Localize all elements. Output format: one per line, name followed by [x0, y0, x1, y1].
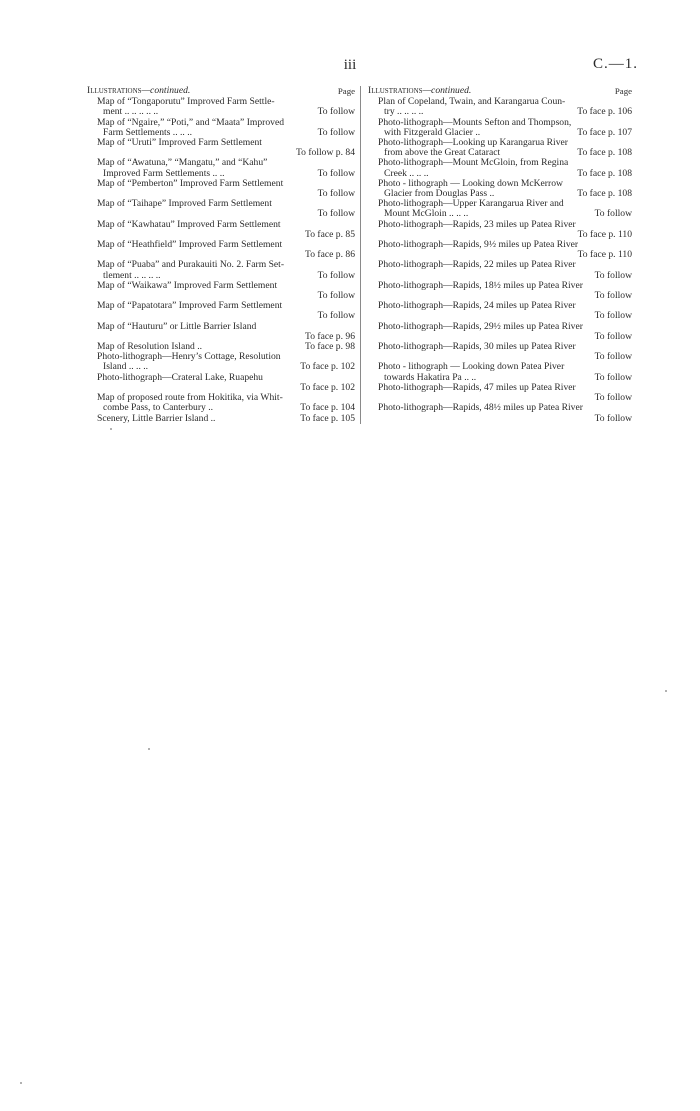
list-item: [368, 158, 632, 178]
page-reference: To face p. 86: [305, 249, 355, 261]
list-item: [368, 281, 632, 301]
list-item: [87, 414, 355, 424]
entry-line-text: Improved Farm Settlements .. ..: [103, 167, 225, 179]
entry-line: Map of “Awatuna,” “Mangatu,” and “Kahu”: [97, 157, 268, 169]
entry-line: Photo-lithograph—Rapids, 18½ miles up Patea River: [378, 279, 583, 291]
page-reference: To follow: [317, 106, 355, 118]
right-entry-list: [368, 97, 632, 424]
entry-line: Photo-lithograph—Rapids, 30 miles up Patea River: [378, 341, 576, 353]
list-item: [87, 220, 355, 240]
page-column-label: Page: [337, 86, 355, 96]
page-reference: To face p. 110: [577, 249, 632, 261]
page-reference: To face p. 108: [577, 167, 632, 179]
page-reference: To face p. 96: [305, 330, 355, 342]
entry-line-text: try .. .. .. ..: [384, 106, 424, 118]
page-reference: To face p. 102: [300, 381, 355, 393]
scan-speck: [148, 748, 150, 750]
page-reference: To face p. 108: [577, 188, 632, 200]
entry-line: Map of proposed route from Hokitika, via Whit-: [97, 392, 283, 404]
entry-line: Photo-lithograph—Mounts Sefton and Thompson,: [378, 116, 572, 128]
list-item: [87, 322, 355, 342]
heading-title: Illustrations: [87, 85, 142, 96]
heading-title: Illustrations: [368, 85, 423, 96]
list-item: [87, 138, 355, 158]
page-reference: To face p. 85: [305, 228, 355, 240]
list-item: [87, 301, 355, 321]
entry-line: Map of “Tongaporutu” Improved Farm Settle-: [97, 96, 275, 108]
entry-line: Photo - lithograph — Looking down Patea Piver: [378, 361, 565, 373]
page-reference: To face p. 105: [300, 412, 355, 424]
entry-line-text: ment .. .. .. .. ..: [103, 106, 159, 118]
page-reference: To face p. 106: [577, 106, 632, 118]
entry-line-text: Scenery, Little Barrier Island ..: [97, 412, 216, 424]
column-divider: [360, 86, 361, 424]
series-code: C.—1.: [592, 56, 638, 72]
page-reference: To face p. 108: [577, 147, 632, 159]
entry-line: Map of “Pemberton” Improved Farm Settlement: [97, 177, 284, 189]
list-item: [368, 138, 632, 158]
list-item: [368, 403, 632, 423]
list-item: [87, 240, 355, 260]
scan-speck: [20, 1082, 22, 1084]
entry-line: Photo - lithograph — Looking down McKerrow: [378, 177, 563, 189]
list-item: [368, 362, 632, 382]
entry-line: [87, 414, 355, 424]
entry-line-text: towards Hakatira Pa .. ..: [384, 371, 477, 383]
list-item: [368, 179, 632, 199]
right-column: [368, 86, 632, 424]
entry-line: Photo-lithograph—Looking up Karangarua River: [378, 137, 568, 149]
list-item: [87, 281, 355, 301]
entry-line: Photo-lithograph—Rapids, 47 miles up Patea River: [378, 381, 576, 393]
page-reference: To follow: [594, 310, 632, 322]
list-item: [368, 260, 632, 280]
entry-line-text: Creek .. .. ..: [384, 167, 429, 179]
page-reference: To follow: [317, 310, 355, 322]
page-reference: To follow: [317, 269, 355, 281]
entry-line: Map of “Heathfield” Improved Farm Settlement: [97, 239, 283, 251]
entry-line: Map of “Puaba” and Purakauiti No. 2. Farm Set-: [97, 259, 285, 271]
entry-line: Map of “Papatotara” Improved Farm Settlement: [97, 300, 283, 312]
list-item: [87, 199, 355, 219]
entry-line: Photo-lithograph—Mount McGloin, from Regina: [378, 157, 569, 169]
entry-line: Map of “Kawhatau” Improved Farm Settlement: [97, 218, 281, 230]
entry-line-text: Farm Settlements .. .. ..: [103, 126, 192, 138]
list-item: [368, 97, 632, 117]
list-item: [368, 383, 632, 403]
page-reference: To follow: [317, 208, 355, 220]
scan-speck: [665, 690, 667, 692]
page-reference: To follow p. 84: [295, 147, 355, 159]
page-reference: To follow: [594, 208, 632, 220]
list-item: [368, 322, 632, 342]
page-reference: To follow: [594, 330, 632, 342]
page-reference: To face p. 110: [577, 228, 632, 240]
page-reference: To follow: [594, 371, 632, 383]
list-item: [87, 393, 355, 413]
heading-continued: —continued.: [141, 85, 191, 96]
entry-line: Photo-lithograph—Rapids, 48½ miles up Patea River: [378, 402, 583, 414]
entry-line: Photo-lithograph—Rapids, 29½ miles up Patea River: [378, 320, 583, 332]
right-column-heading: [368, 86, 632, 96]
entry-line: Plan of Copeland, Twain, and Karangarua Coun-: [378, 96, 566, 108]
entry-line: Photo-lithograph—Henry’s Cottage, Resolution: [97, 351, 281, 363]
entry-line-text: combe Pass, to Canterbury ..: [103, 402, 214, 414]
page-reference: To follow: [317, 167, 355, 179]
page-reference: To face p. 104: [300, 402, 355, 414]
entry-line-text: with Fitzgerald Glacier ..: [384, 126, 481, 138]
list-item: [368, 240, 632, 260]
page-reference: To follow: [317, 188, 355, 200]
list-item: [87, 97, 355, 117]
page-reference: To follow: [594, 290, 632, 302]
entry-line-text: tlement .. .. .. ..: [103, 269, 161, 281]
list-item: [87, 260, 355, 280]
page-reference: To face p. 102: [300, 361, 355, 373]
left-entry-list: [87, 97, 355, 424]
entry-line: Photo-lithograph—Crateral Lake, Ruapehu: [97, 371, 263, 383]
entry-line: Photo-lithograph—Upper Karangarua River and: [378, 198, 564, 210]
entry-line: Photo-lithograph—Rapids, 23 miles up Patea River: [378, 218, 576, 230]
list-item: [87, 158, 355, 178]
left-column: [87, 86, 355, 424]
list-item: [87, 352, 355, 372]
entry-line: Map of “Uruti” Improved Farm Settlement: [97, 137, 262, 149]
entry-line: Map of “Ngaire,” “Poti,” and “Maata” Improved: [97, 116, 284, 128]
list-item: [368, 301, 632, 321]
list-item: [87, 118, 355, 138]
entry-line-text: Island .. .. ..: [103, 361, 149, 373]
list-item: [87, 373, 355, 393]
page-reference: To follow: [317, 126, 355, 138]
page-reference: To follow: [317, 290, 355, 302]
list-item: [368, 342, 632, 362]
page-reference: To follow: [594, 412, 632, 424]
left-column-heading: [87, 86, 355, 96]
heading-continued: —continued.: [422, 85, 472, 96]
page-reference: To face p. 98: [305, 341, 355, 353]
scan-speck: [110, 428, 112, 430]
entry-line: Map of “Waikawa” Improved Farm Settlement: [97, 279, 278, 291]
entry-line-text: from above the Great Cataract: [384, 147, 501, 159]
entry-line-text: Glacier from Douglas Pass ..: [384, 188, 495, 200]
list-item: [368, 220, 632, 240]
entry-line: Photo-lithograph—Rapids, 9½ miles up Patea River: [378, 239, 579, 251]
page-reference: To follow: [594, 269, 632, 281]
page-reference: To follow: [594, 392, 632, 404]
page-reference: To follow: [594, 351, 632, 363]
list-item: [87, 179, 355, 199]
entry-line: Photo-lithograph—Rapids, 24 miles up Patea River: [378, 300, 576, 312]
entry-line: Map of “Taihape” Improved Farm Settlement: [97, 198, 272, 210]
entry-line: Photo-lithograph—Rapids, 22 miles up Patea River: [378, 259, 576, 271]
list-item: [368, 199, 632, 219]
list-item: [368, 118, 632, 138]
entry-line-text: Mount McGloin .. .. ..: [384, 208, 469, 220]
page-column-label: Page: [614, 86, 632, 96]
page-number: iii: [343, 57, 357, 73]
page-reference: To face p. 107: [577, 126, 632, 138]
entry-line: Map of “Hauturu” or Little Barrier Island: [97, 320, 257, 332]
entry-line-text: Map of Resolution Island ..: [97, 341, 202, 353]
